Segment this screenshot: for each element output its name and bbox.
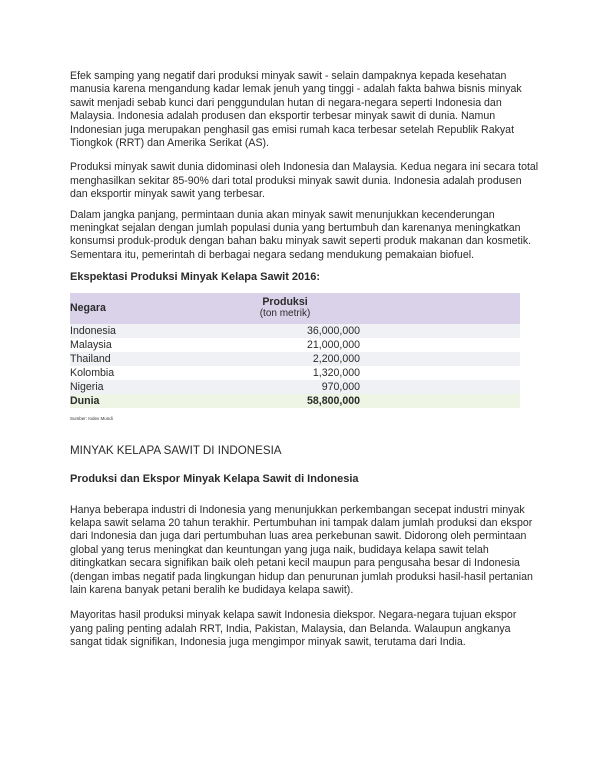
- table-source: Sumber: Index Mundi: [70, 415, 113, 421]
- value-cell: 2,200,000: [210, 352, 360, 366]
- value-cell: 970,000: [210, 380, 360, 394]
- table-row: [70, 352, 520, 366]
- table-row: [70, 380, 520, 394]
- header-empty: [360, 293, 520, 324]
- paragraph-intro: Efek samping yang negatif dari produksi minyak sawit - selain dampaknya kepada kesehatan manusia karena mengandung kadar lemak jenuh yang tinggi - adalah fakta bahwa bisnis minyak sawit menjadi sebab kunci dari penggundulan hutan di negara-negara seperti Indonesia dan Malaysia. Indonesia adalah produsen dan eksportir terbesar minyak sawit di dunia. Namun Indonesian juga merupakan penghasil gas emisi rumah kaca terbesar setelah Republik Rakyat Tiongkok (RRT) dan Amerika Serikat (AS).: [70, 70, 522, 150]
- country-cell: Kolombia: [70, 366, 210, 380]
- table-row: [70, 366, 520, 380]
- header-unit: (ton metrik): [259, 308, 311, 320]
- country-cell: Malaysia: [70, 338, 210, 352]
- header-country: Negara: [70, 293, 210, 324]
- section-subtitle: Produksi dan Ekspor Minyak Kelapa Sawit di Indonesia: [70, 473, 359, 486]
- document-page: [70, 70, 540, 650]
- table-title: Ekspektasi Produksi Minyak Kelapa Sawit 2016:: [70, 271, 321, 284]
- country-cell: Thailand: [70, 352, 210, 366]
- table-total-row: [70, 394, 520, 408]
- table-row: [70, 324, 520, 338]
- value-cell: 1,320,000: [210, 366, 360, 380]
- header-production: [210, 293, 360, 324]
- paragraph-world-production: Produksi minyak sawit dunia didominasi oleh Indonesia dan Malaysia. Kedua negara ini secara total menghasilkan sekitar 85-90% dari total produksi minyak sawit dunia. Indonesia adalah produsen dan eksportir minyak sawit yang terbesar.: [70, 161, 539, 201]
- paragraph-exports: Mayoritas hasil produksi minyak kelapa sawit Indonesia diekspor. Negara-negara tujuan ekspor yang paling penting adalah RRT, India, Pakistan, Malaysia, dan Belanda. Walaupun angkanya sangat tidak signifikan, Indonesia juga mengimpor minyak sawit, terutama dari India.: [70, 609, 517, 649]
- value-cell: 36,000,000: [210, 324, 360, 338]
- section-title: MINYAK KELAPA SAWIT DI INDONESIA: [70, 443, 282, 457]
- country-cell: Indonesia: [70, 324, 210, 338]
- table-header-row: [70, 293, 520, 324]
- value-cell: 21,000,000: [210, 338, 360, 352]
- paragraph-long-term-demand: Dalam jangka panjang, permintaan dunia akan minyak sawit menunjukkan kecenderungan meningkat sejalan dengan jumlah populasi dunia yang bertumbuh dan karenanya meningkatkan konsumsi produk-produk dengan bahan baku minyak sawit seperti produk makanan dan kosmetik. Sementara itu, pemerintah di berbagai negara sedang mendukung pemakaian biofuel.: [70, 208, 532, 261]
- country-cell: Nigeria: [70, 380, 210, 394]
- production-table: [70, 293, 520, 408]
- total-label: Dunia: [70, 394, 210, 408]
- table-row: [70, 338, 520, 352]
- header-production-label: Produksi: [262, 296, 308, 309]
- total-value: 58,800,000: [210, 394, 360, 408]
- paragraph-industry-growth: Hanya beberapa industri di Indonesia yang menunjukkan perkembangan secepat industri minyak kelapa sawit selama 20 tahun terakhir. Pertumbuhan ini tampak dalam jumlah produksi dan ekspor dari Indonesia dan juga dari pertumbuhan luas area perkebunan sawit. Didorong oleh permintaan global yang terus meningkat dan keuntungan yang juga naik, budidaya kelapa sawit telah ditingkatkan secara signifikan baik oleh petani kecil maupun para pengusaha besar di Indonesia (dengan imbas negatif pada lingkungan hidup dan penurunan jumlah produksi hasil-hasil pertanian lain karena banyak petani beralih ke budidaya kelapa sawit).: [70, 503, 533, 596]
